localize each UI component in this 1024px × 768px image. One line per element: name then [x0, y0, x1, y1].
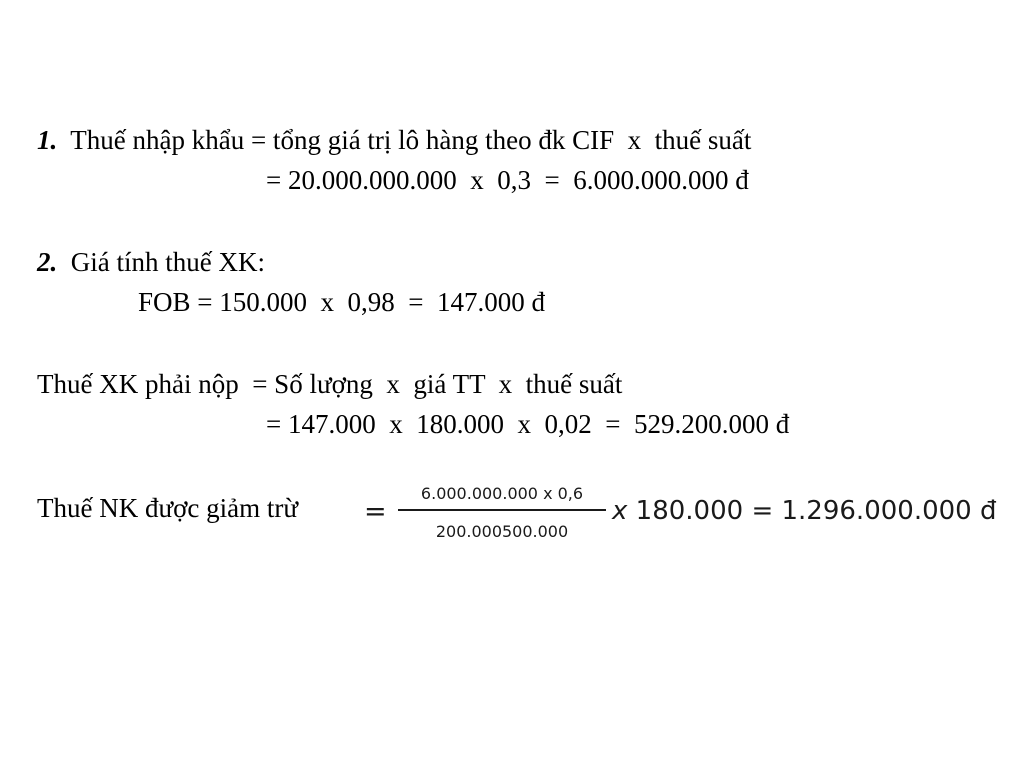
export-tax-line1: Thuế XK phải nộp = Số lượng x giá TT x thuế suất: [37, 369, 623, 399]
fraction-bar: [398, 509, 606, 511]
formula-rest: [612, 495, 997, 527]
formula-denominator: 200.000500.000: [435, 522, 569, 541]
item2-number: 2.: [37, 247, 58, 277]
import-deduction-label: Thuế NK được giảm trừ: [37, 493, 298, 523]
formula-result: = 1.296.000.000 đ: [751, 496, 997, 526]
item1-formula-text: Thuế nhập khẩu = tổng giá trị lô hàng theo đk CIF x thuế suất: [70, 125, 752, 155]
formula-equals-sign: =: [364, 496, 387, 527]
item1-line2: = 20.000.000.000 x 0,3 = 6.000.000.000 đ: [266, 165, 749, 195]
formula-multiply-sign: x: [612, 496, 628, 526]
item2-heading: Giá tính thuế XK:: [70, 247, 265, 277]
formula-multiplier: 180.000: [635, 496, 744, 526]
item1-line1: [37, 124, 751, 156]
item2-heading-line: [37, 246, 265, 278]
formula-numerator: 6.000.000.000 x 0,6: [420, 484, 584, 503]
item1-number: 1.: [37, 125, 58, 155]
item2-fob-line: FOB = 150.000 x 0,98 = 147.000 đ: [138, 287, 545, 317]
formula-fraction: [396, 480, 608, 544]
export-tax-line2: = 147.000 x 180.000 x 0,02 = 529.200.000 đ: [266, 409, 790, 439]
